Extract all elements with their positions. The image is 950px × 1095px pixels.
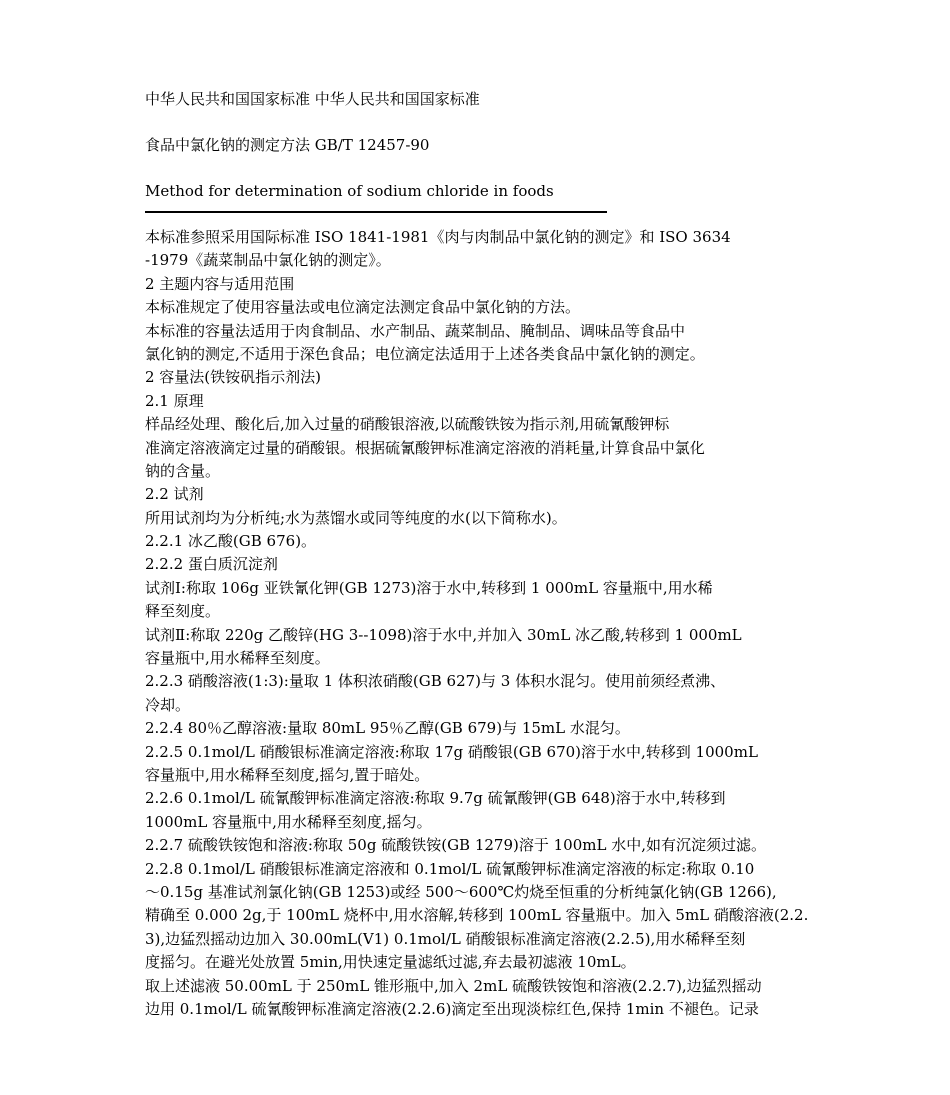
body-line: 本标准规定了使用容量法或电位滴定法测定食品中氯化钠的方法。 <box>145 298 581 317</box>
body-line: 精确至 0.000 2g,于 100mL 烧杯中,用水溶解,转移到 100mL 容量瓶中。加入 5mL 硝酸溶液(2.2. <box>145 906 809 925</box>
body-line: 试剂Ⅰ:称取 106g 亚铁氰化钾(GB 1273)溶于水中,转移到 1 000mL 容量瓶中,用水稀 <box>145 578 713 597</box>
body-line: 2.2.8 0.1mol/L 硝酸银标准滴定溶液和 0.1mol/L 硫氰酸钾标准滴定溶液的标定:称取 0.10 <box>145 859 755 878</box>
body-line: 钠的含量。 <box>145 461 221 480</box>
body-line: 3),边猛烈摇动边加入 30.00mL(V1) 0.1mol/L 硝酸银标准滴定溶液(2.2.5),用水稀释至刻 <box>145 929 746 948</box>
body-line: 容量瓶中,用水稀释至刻度,摇匀,置于暗处。 <box>145 765 430 784</box>
body-line: 试剂Ⅱ:称取 220g 乙酸锌(HG 3--1098)溶于水中,并加入 30mL 冰乙酸,转移到 1 000mL <box>145 625 742 644</box>
body-line: 度摇匀。在避光处放置 5min,用快速定量滤纸过滤,弃去最初滤液 10mL。 <box>145 953 636 972</box>
document-title: 食品中氯化钠的测定方法 GB/T 12457-90 <box>145 136 430 154</box>
document-body <box>145 226 825 1021</box>
standard-header: 中华人民共和国国家标准 中华人民共和国国家标准 <box>145 90 480 108</box>
body-line: 样品经处理、酸化后,加入过量的硝酸银溶液,以硫酸铁铵为指示剂,用硫氰酸钾标 <box>145 415 670 434</box>
body-line: 2.2.4 80％乙醇溶液:量取 80mL 95％乙醇(GB 679)与 15mL 水混匀。 <box>145 719 630 738</box>
body-line: 本标准的容量法适用于肉食制品、水产制品、蔬菜制品、腌制品、调味品等食品中 <box>145 321 686 340</box>
body-line: 2 主题内容与适用范围 <box>145 274 295 293</box>
body-line: 2.2.5 0.1mol/L 硝酸银标准滴定溶液:称取 17g 硝酸银(GB 670)溶于水中,转移到 1000mL <box>145 742 758 761</box>
body-line: 2 容量法(铁铵矾指示剂法) <box>145 368 322 387</box>
body-line: 容量瓶中,用水稀释至刻度。 <box>145 649 330 668</box>
body-line: 2.2.7 硫酸铁铵饱和溶液:称取 50g 硫酸铁铵(GB 1279)溶于 100mL 水中,如有沉淀须过滤。 <box>145 836 766 855</box>
body-line: 取上述滤液 50.00mL 于 250mL 锥形瓶中,加入 2mL 硫酸铁铵饱和溶液(2.2.7),边猛烈摇动 <box>145 976 762 995</box>
body-line: 2.2.6 0.1mol/L 硫氰酸钾标准滴定溶液:称取 9.7g 硫氰酸钾(GB 648)溶于水中,转移到 <box>145 789 726 808</box>
body-line: 1000mL 容量瓶中,用水稀释至刻度,摇匀。 <box>145 812 432 831</box>
title-divider <box>145 211 607 213</box>
body-line: 所用试剂均为分析纯;水为蒸馏水或同等纯度的水(以下简称水)。 <box>145 508 567 527</box>
body-line: 2.2.1 冰乙酸(GB 676)。 <box>145 532 317 551</box>
body-line: 2.1 原理 <box>145 391 204 410</box>
body-line: 准滴定溶液滴定过量的硝酸银。根据硫氰酸钾标准滴定溶液的消耗量,计算食品中氯化 <box>145 438 705 457</box>
body-line: 2.2 试剂 <box>145 485 204 504</box>
body-line: 释至刻度。 <box>145 602 221 621</box>
body-line: 边用 0.1mol/L 硫氰酸钾标准滴定溶液(2.2.6)滴定至出现淡棕红色,保持 1min 不褪色。记录 <box>145 999 759 1018</box>
body-line: -1979《蔬菜制品中氯化钠的测定》。 <box>145 251 391 270</box>
body-line: ～0.15g 基准试剂氯化钠(GB 1253)或经 500～600℃灼烧至恒重的分析纯氯化钠(GB 1266), <box>145 882 777 901</box>
body-line: 冷却。 <box>145 695 191 714</box>
body-line: 本标准参照采用国际标准 ISO 1841-1981《肉与肉制品中氯化钠的测定》和 ISO 3634 <box>145 228 731 246</box>
body-line: 2.2.3 硝酸溶液(1:3):量取 1 体积浓硝酸(GB 627)与 3 体积水混匀。使用前须经煮沸、 <box>145 672 726 691</box>
english-title: Method for determination of sodium chloride in foods <box>145 182 554 200</box>
body-line: 2.2.2 蛋白质沉淀剂 <box>145 555 278 574</box>
body-line: 氯化钠的测定,不适用于深色食品；电位滴定法适用于上述各类食品中氯化钠的测定。 <box>145 344 705 363</box>
